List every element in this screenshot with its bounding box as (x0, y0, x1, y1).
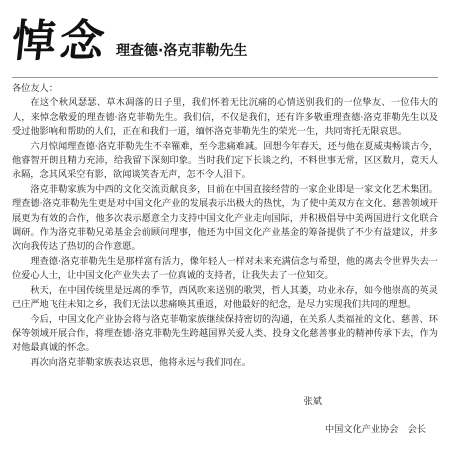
paragraph: 洛克菲勒家族为中西的文化交流贡献良多，目前在中国直接经营的一家企业即是一家文化艺术集团。理查德·洛克菲勒先生更是对中国文化产业的发展表示出极大的热忱，为了使中美双方在文化、慈善领域开展更为有效的合作，他多次表示愿意全力支持中国文化产业走向国际，并积极倡导中美两国进行文化联合调研。作为洛克菲勒兄弟基金会前顾问理事，他还为中国文化产业基金的筹备提供了不少有益建议，并多次向我传达了热切的合作意愿。 (12, 183, 438, 253)
paragraph: 在这个秋风瑟瑟、草木凋落的日子里，我们怀着无比沉痛的心情送别我们的一位挚友、一位伟大的人，来悼念敬爱的理查德·洛克菲勒先生。我们信，不仅是我们，还有许多敬重理查德·洛克菲勒先生以及受过他影响和帮助的人们，正在和我们一道，缅怀洛克菲勒先生的荣光一生，共同寄托无限哀思。 (12, 97, 438, 138)
letter-header (9, 16, 248, 67)
paragraph: 今后，中国文化产业协会将与洛克菲勒家族继续保持密切的沟通，在关系人类福祉的文化、慈善、环保等领域开展合作，将理查德·洛克菲勒先生跨越国界关爱人类、投身文化慈善事业的精神传承下去，作为对他最真诚的怀念。 (12, 313, 438, 354)
letter-body (12, 82, 438, 370)
salutation: 各位友人： (12, 83, 58, 94)
paragraph: 再次向洛克菲勒家族表达哀思，他将永远与我们同在。 (30, 356, 251, 368)
signatory-name: 张斌 (303, 396, 322, 407)
header-divider (12, 77, 438, 78)
heading-subtitle: 理查德·洛克菲勒先生 (116, 43, 248, 59)
signatory-organization: 中国文化产业协会 会长 (324, 424, 426, 435)
paragraph: 理查德·洛克菲勒先生是那样富有活力，像年轻人一样对未来充满信念与希望，他的离去令世界失去一位爱心人士，让中国文化产业失去了一位真诚的支持者，让我失去了一位知交。 (12, 255, 438, 282)
heading-char-1: 悼 (9, 16, 63, 67)
paragraph: 六月惊闻理查德·洛克菲勒先生不幸罹难，至今悲痛难减。回想今年春天，还与他在夏威夷畅谈古今，他睿智开朗且精力充沛，给我留下深刻印象。当时我们定下长谈之约，不料世事无常，区区数月，竟天人永隔，念其风采空有影，欲闻谈笑杳无声，怎不令人泪下。 (12, 140, 438, 181)
paragraph: 秋天，在中国传统里是远离的季节，西风吹来送别的歌哭，哲人其萎，功业永存，如今他崇高的英灵已庄严地飞往未知之乡，我们无法以悲痛唤其重返，对他最好的纪念，是尽力实现我们共同的理想。 (12, 284, 438, 311)
heading-char-2: 念 (57, 16, 111, 67)
